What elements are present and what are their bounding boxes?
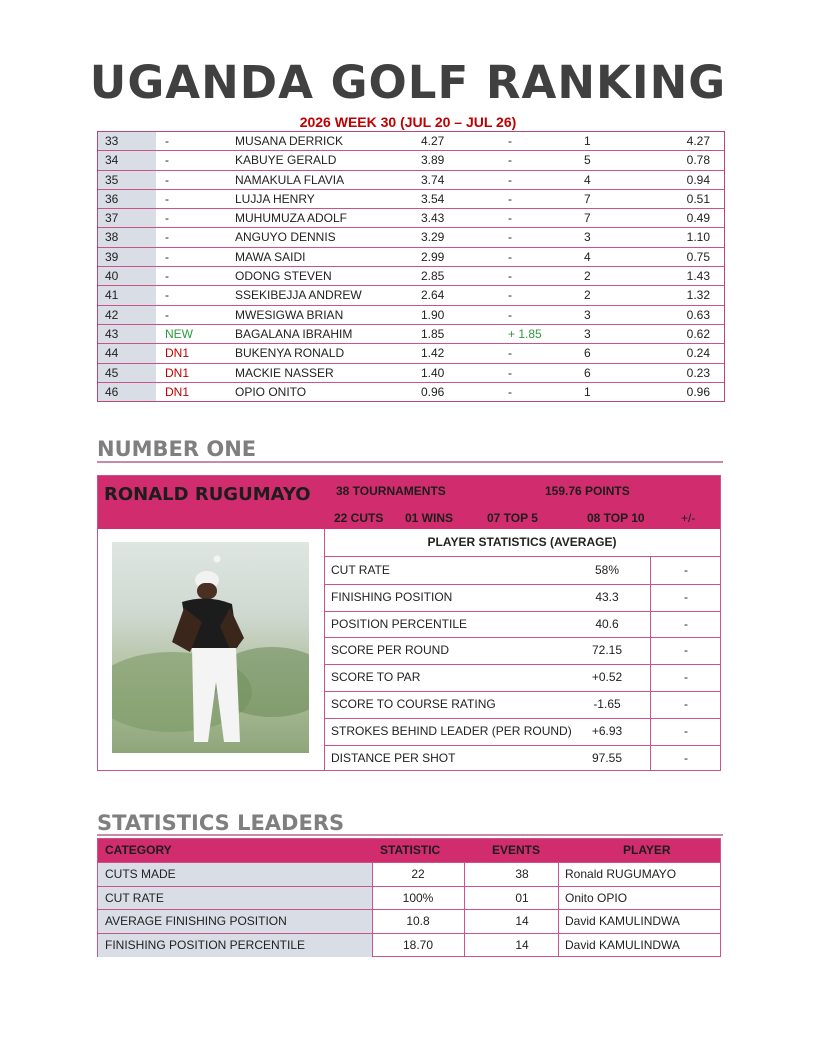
player-name-cell: KABUYE GERALD [235, 153, 337, 168]
rank-cell: 38 [105, 230, 119, 245]
stat-change: - [650, 691, 721, 718]
leader-category: AVERAGE FINISHING POSITION [105, 914, 287, 928]
movement-cell: - [165, 269, 169, 284]
stat-value: 58% [594, 563, 620, 577]
wins-count: 01 WINS [405, 511, 454, 525]
events-cell: 3 [584, 326, 591, 341]
stat-row [324, 745, 720, 772]
rank-cell: 36 [105, 191, 119, 206]
movement-cell: - [165, 230, 169, 245]
points-cell: 2.64 [421, 288, 445, 303]
top10-count: 08 TOP 10 [587, 511, 645, 525]
rank-cell: 42 [105, 307, 119, 322]
stat-label: CUT RATE [331, 563, 390, 577]
player-name-cell: ANGUYO DENNIS [235, 230, 336, 245]
average-cell: 0.51 [686, 191, 710, 206]
stat-value: 97.55 [591, 750, 623, 765]
top5-count: 07 TOP 5 [487, 511, 538, 525]
points-change-cell: - [508, 307, 512, 322]
events-cell: 4 [584, 249, 591, 264]
stat-change: - [650, 637, 721, 664]
leaders-row [98, 862, 720, 887]
stat-value: 43.3 [595, 589, 619, 604]
points-change-cell: - [508, 249, 512, 264]
events-cell: 2 [584, 269, 591, 284]
player-name-cell: BAGALANA IBRAHIM [235, 326, 353, 341]
stat-value: 40.6 [595, 616, 619, 631]
number-one-header [98, 476, 720, 529]
leader-player: David KAMULINDWA [565, 914, 680, 928]
player-stats-header: PLAYER STATISTICS (AVERAGE) [324, 529, 720, 557]
points-cell: 2.99 [421, 249, 445, 264]
stat-row [324, 611, 720, 639]
leader-events: 38 [515, 867, 529, 881]
points-change-cell: + 1.85 [508, 326, 542, 341]
stat-label: SCORE TO COURSE RATING [331, 697, 496, 711]
stat-value: -1.65 [593, 697, 621, 711]
player-name-cell: MUHUMUZA ADOLF [235, 211, 348, 226]
player-name-cell: NAMAKULA FLAVIA [235, 172, 345, 187]
leader-events: 14 [515, 914, 529, 928]
player-name-cell: BUKENYA RONALD [235, 346, 345, 361]
player-name-cell: OPIO ONITO [235, 384, 307, 399]
leaders-column-divider [464, 862, 465, 956]
leader-category: CUT RATE [105, 890, 164, 905]
stat-label: POSITION PERCENTILE [331, 616, 468, 631]
plus-minus-label: +/- [681, 511, 696, 525]
table-row [98, 209, 724, 228]
leader-statistic: 10.8 [406, 914, 430, 928]
events-cell: 6 [584, 346, 591, 361]
header-player: PLAYER [623, 843, 671, 857]
stat-change: - [650, 718, 721, 745]
movement-cell: NEW [165, 326, 193, 341]
leader-statistic: 100% [402, 890, 434, 905]
stat-row [324, 637, 720, 665]
rank-cell: 34 [105, 153, 119, 168]
table-row [98, 248, 724, 267]
leaders-rule [97, 834, 723, 836]
stat-label: FINISHING POSITION [331, 589, 453, 604]
header-statistic: STATISTIC [380, 843, 441, 857]
leaders-table [97, 838, 721, 957]
stat-change: - [650, 745, 721, 772]
leader-events: 01 [515, 890, 529, 905]
leaders-heading: STATISTICS LEADERS [97, 811, 345, 835]
points-change-cell: - [508, 384, 512, 399]
movement-cell: - [165, 211, 169, 226]
stat-change: - [650, 584, 721, 611]
table-row [98, 306, 724, 325]
stat-value: +6.93 [591, 723, 623, 738]
player-name-cell: MAWA SAIDI [235, 249, 306, 264]
movement-cell: - [165, 134, 169, 148]
stat-label: SCORE PER ROUND [331, 643, 450, 658]
leaders-row [98, 909, 720, 934]
events-cell: 3 [584, 230, 591, 245]
points-change-cell: - [508, 172, 512, 187]
points-cell: 2.85 [421, 269, 445, 284]
events-cell: 1 [584, 384, 591, 399]
leaders-header-row [98, 839, 720, 862]
week-subtitle: 2026 WEEK 30 (JUL 20 – JUL 26) [299, 114, 517, 130]
points-change-cell: - [508, 346, 512, 361]
movement-cell: - [165, 153, 169, 168]
points-cell: 1.40 [421, 365, 445, 380]
leader-events: 14 [515, 937, 529, 952]
movement-cell: - [165, 172, 169, 187]
stat-label: SCORE TO PAR [331, 670, 421, 685]
player-name: RONALD RUGUMAYO [104, 484, 311, 505]
points-change-cell: - [508, 230, 512, 245]
table-row [98, 151, 724, 170]
stat-row [324, 718, 720, 746]
average-cell: 4.27 [686, 134, 710, 148]
average-cell: 0.94 [686, 172, 710, 187]
leader-category: FINISHING POSITION PERCENTILE [105, 937, 306, 952]
leader-statistic: 18.70 [402, 937, 434, 952]
player-name-cell: SSEKIBEJJA ANDREW [235, 288, 362, 303]
average-cell: 0.78 [686, 153, 710, 168]
stat-change: - [650, 557, 721, 584]
stat-change: - [650, 664, 721, 691]
points-cell: 1.85 [421, 326, 445, 341]
table-row [98, 325, 724, 344]
rank-cell: 39 [105, 249, 119, 264]
points-cell: 3.74 [421, 172, 445, 187]
golfer-illustration [112, 542, 309, 753]
rank-cell: 33 [105, 134, 119, 148]
points-change-cell: - [508, 269, 512, 284]
movement-cell: - [165, 249, 169, 264]
tournaments-count: 38 TOURNAMENTS [336, 484, 446, 498]
leaders-column-divider [372, 862, 373, 956]
rank-cell: 43 [105, 326, 119, 341]
movement-cell: - [165, 307, 169, 322]
average-cell: 0.23 [686, 365, 710, 380]
leaders-row [98, 933, 720, 958]
events-cell: 7 [584, 211, 591, 226]
events-cell: 1 [584, 134, 591, 148]
number-one-card [97, 475, 721, 771]
points-change-cell: - [508, 153, 512, 168]
leader-player: Onito OPIO [565, 890, 628, 905]
player-name-cell: MACKIE NASSER [235, 365, 334, 380]
table-row [98, 190, 724, 209]
rank-cell: 35 [105, 172, 119, 187]
points-change-cell: - [508, 288, 512, 303]
average-cell: 1.43 [686, 269, 710, 284]
points-cell: 3.89 [421, 153, 445, 168]
average-cell: 1.10 [686, 230, 710, 245]
number-one-rule [97, 461, 723, 463]
leaders-row [98, 886, 720, 911]
table-row [98, 267, 724, 286]
stat-label: STROKES BEHIND LEADER (PER ROUND) [331, 723, 572, 738]
ranking-table [97, 131, 725, 402]
events-cell: 4 [584, 172, 591, 187]
points-change-cell: - [508, 365, 512, 380]
events-cell: 7 [584, 191, 591, 206]
stat-row [324, 557, 720, 585]
points-cell: 1.90 [421, 307, 445, 322]
average-cell: 0.96 [686, 384, 710, 399]
points-cell: 4.27 [421, 134, 445, 148]
events-cell: 6 [584, 365, 591, 380]
rank-cell: 41 [105, 288, 119, 303]
stat-row [324, 664, 720, 692]
average-cell: 0.63 [686, 307, 710, 322]
average-cell: 1.32 [686, 288, 710, 303]
header-events: EVENTS [492, 843, 541, 857]
stat-row [324, 691, 720, 719]
rank-cell: 45 [105, 365, 119, 380]
points-cell: 1.42 [421, 346, 445, 361]
events-cell: 5 [584, 153, 591, 168]
movement-cell: - [165, 288, 169, 303]
average-cell: 0.75 [686, 249, 710, 264]
table-row [98, 228, 724, 247]
table-row [98, 383, 724, 401]
player-name-cell: ODONG STEVEN [235, 269, 332, 284]
movement-cell: - [165, 191, 169, 206]
table-row [98, 286, 724, 305]
player-photo [112, 542, 309, 753]
average-cell: 0.62 [686, 326, 710, 341]
rank-cell: 44 [105, 346, 119, 361]
points-change-cell: - [508, 211, 512, 226]
points-cell: 0.96 [421, 384, 445, 399]
stat-row [324, 584, 720, 612]
average-cell: 0.24 [686, 346, 710, 361]
points-cell: 3.43 [421, 211, 445, 226]
points-change-cell: - [508, 191, 512, 206]
table-row [98, 344, 724, 363]
average-cell: 0.49 [686, 211, 710, 226]
player-name-cell: LUJJA HENRY [235, 191, 315, 206]
movement-cell: DN1 [165, 384, 190, 399]
cuts-count: 22 CUTS [334, 511, 384, 525]
leader-player: Ronald RUGUMAYO [565, 867, 677, 881]
leader-player: David KAMULINDWA [565, 937, 680, 952]
table-row [98, 364, 724, 383]
player-name-cell: MUSANA DERRICK [235, 134, 344, 148]
number-one-heading: NUMBER ONE [97, 437, 257, 461]
stat-value: +0.52 [591, 670, 623, 685]
events-cell: 3 [584, 307, 591, 322]
leader-statistic: 22 [411, 867, 425, 881]
leaders-column-divider [558, 862, 559, 956]
movement-cell: DN1 [165, 346, 190, 361]
points-change-cell: - [508, 134, 512, 148]
table-row [98, 132, 724, 151]
player-name-cell: MWESIGWA BRIAN [235, 307, 344, 322]
header-category: CATEGORY [105, 843, 172, 857]
points-total: 159.76 POINTS [545, 484, 630, 498]
rank-cell: 40 [105, 269, 119, 284]
leader-category: CUTS MADE [105, 867, 176, 881]
stat-label: DISTANCE PER SHOT [331, 750, 456, 765]
rank-cell: 46 [105, 384, 119, 399]
stat-change: - [650, 611, 721, 638]
page-title: UGANDA GOLF RANKING [89, 56, 727, 109]
table-row [98, 171, 724, 190]
stat-value: 72.15 [591, 643, 623, 658]
points-cell: 3.54 [421, 191, 445, 206]
points-cell: 3.29 [421, 230, 445, 245]
events-cell: 2 [584, 288, 591, 303]
rank-cell: 37 [105, 211, 119, 226]
movement-cell: DN1 [165, 365, 190, 380]
